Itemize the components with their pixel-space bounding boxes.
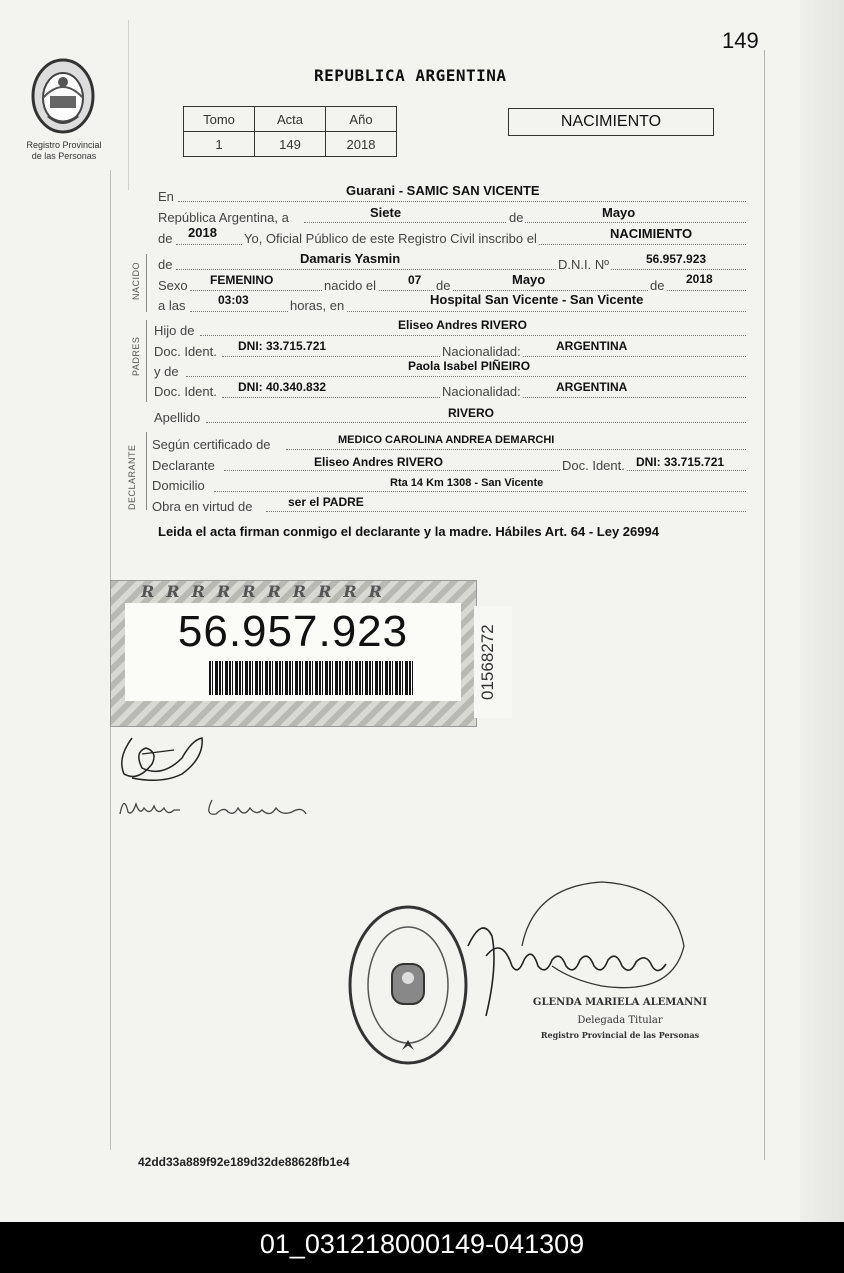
de-label: de	[509, 210, 524, 225]
ref-value-anio: 2018	[326, 132, 397, 157]
child-dni-value: 56.957.923	[646, 252, 707, 266]
father-nac-label: Nacionalidad:	[442, 344, 521, 359]
month-value: Mayo	[602, 205, 636, 220]
nacido-de-label: de	[158, 257, 173, 272]
sticker-label	[125, 603, 461, 701]
declarante-bar	[146, 432, 147, 510]
domicilio-value: Rta 14 Km 1308 - San Vicente	[390, 477, 544, 489]
oficial-text: Yo, Oficial Público de este Registro Civil inscribo el	[244, 231, 537, 246]
cert-value: MEDICO CAROLINA ANDREA DEMARCHI	[338, 434, 555, 446]
nacido-el-label: nacido el	[324, 278, 377, 293]
birth-month-value: Mayo	[512, 272, 546, 287]
mother-name-value: Paola Isabel PIÑEIRO	[408, 359, 531, 373]
alas-label: a las	[158, 298, 186, 313]
ref-header-anio: Año	[326, 107, 397, 132]
birth-de2-label: de	[650, 278, 665, 293]
line-time	[190, 310, 746, 312]
official-name: GLENDA MARIELA ALEMANNI	[532, 997, 708, 1008]
dni-sticker	[110, 580, 477, 727]
birth-de-label: de	[436, 278, 451, 293]
father-name-value: Eliseo Andres RIVERO	[398, 318, 527, 332]
declarante-section-label: DECLARANTE	[127, 444, 137, 510]
official-title: Delegada Titular	[577, 1015, 663, 1026]
year-value: 2018	[188, 225, 217, 240]
barcode-icon	[209, 661, 414, 695]
ref-value-acta: 149	[255, 132, 326, 157]
declarante-label: Declarante	[152, 458, 215, 473]
closing-note: Leida el acta firman conmigo el declarante y la madre. Hábiles Art. 64 - Ley 26994	[158, 524, 659, 539]
official-office: Registro Provincial de las Personas	[540, 1030, 700, 1040]
mother-doc-label: Doc. Ident.	[154, 384, 217, 399]
declarante-name-value: Eliseo Andres RIVERO	[314, 455, 443, 469]
nacido-section-label: NACIDO	[131, 261, 141, 300]
document-title: REPUBLICA ARGENTINA	[314, 66, 507, 85]
birth-year-value: 2018	[686, 272, 713, 286]
sexo-value: FEMENINO	[210, 273, 274, 287]
father-nationality-value: ARGENTINA	[556, 339, 628, 353]
declarante-doc-value: DNI: 33.715.721	[636, 455, 725, 469]
official-seal-icon	[344, 900, 472, 1070]
father-doc-value: DNI: 33.715.721	[238, 339, 327, 353]
place-value: Guarani - SAMIC SAN VICENTE	[346, 183, 540, 198]
sticker-pattern: RRRRRRRRRR	[141, 582, 394, 601]
child-name-value: Damaris Yasmin	[300, 251, 401, 266]
document-type-box: NACIMIENTO	[508, 108, 714, 136]
act-value: NACIMIENTO	[610, 226, 693, 241]
hijo-label: Hijo de	[154, 323, 195, 338]
official-signature-block	[520, 996, 720, 1042]
line-declarante	[224, 469, 746, 471]
day-value: Siete	[370, 205, 402, 220]
line-name	[176, 268, 746, 270]
padres-bar	[146, 320, 147, 402]
mother-nationality-value: ARGENTINA	[556, 380, 628, 394]
line-father	[200, 334, 746, 336]
document-hash: 42dd33a889f92e189d32de88628fb1e4	[138, 1155, 350, 1169]
line-obra	[266, 510, 746, 512]
dni-label: D.N.I. Nº	[558, 257, 609, 272]
horas-label: horas, en	[290, 298, 345, 313]
ref-header-tomo: Tomo	[184, 107, 255, 132]
registry-caption	[14, 140, 114, 162]
page-right-edge	[764, 50, 765, 1160]
sexo-label: Sexo	[158, 278, 188, 293]
sticker-number: 56.957.923	[177, 607, 409, 656]
registry-caption-line1: Registro Provincial	[26, 140, 102, 150]
reference-table	[183, 106, 397, 157]
mother-doc-value: DNI: 40.340.832	[238, 380, 327, 394]
father-doc-label: Doc. Ident.	[154, 344, 217, 359]
line-domicilio	[214, 490, 746, 492]
birth-day-value: 07	[408, 273, 422, 287]
obra-value: ser el PADRE	[288, 495, 364, 509]
apellido-value: RIVERO	[448, 406, 495, 420]
obra-label: Obra en virtud de	[152, 499, 253, 514]
birth-place-value: Hospital San Vicente - San Vicente	[430, 292, 644, 307]
father-signature-icon	[112, 728, 212, 784]
time-value: 03:03	[218, 293, 249, 307]
line-mother	[186, 375, 746, 377]
declarante-doc-label: Doc. Ident.	[562, 458, 625, 473]
province-coat-of-arms-icon	[28, 56, 98, 136]
sticker-serial: 01568272	[478, 624, 497, 700]
padres-section-label: PADRES	[131, 336, 141, 376]
page-shadow	[800, 0, 844, 1222]
page-left-edge-top	[128, 20, 129, 190]
ref-value-tomo: 1	[184, 132, 255, 157]
footer-code: 01_031218000149-041309	[0, 1222, 844, 1273]
ref-header-acta: Acta	[255, 107, 326, 132]
line-cert	[286, 448, 746, 450]
line-place	[178, 200, 746, 202]
yde-label: y de	[154, 364, 179, 379]
en-label: En	[158, 189, 174, 204]
apellido-label: Apellido	[154, 410, 201, 425]
page-number: 149	[722, 28, 759, 53]
mother-signature-icon	[116, 790, 316, 824]
nacido-bar	[146, 254, 147, 312]
republica-label: República Argentina, a	[158, 210, 289, 225]
de2-label: de	[158, 231, 173, 246]
cert-label: Según certificado de	[152, 437, 271, 452]
mother-nac-label: Nacionalidad:	[442, 384, 521, 399]
domicilio-label: Domicilio	[152, 478, 205, 493]
registry-caption-line2: de las Personas	[31, 151, 97, 161]
line-apellido	[206, 421, 746, 423]
